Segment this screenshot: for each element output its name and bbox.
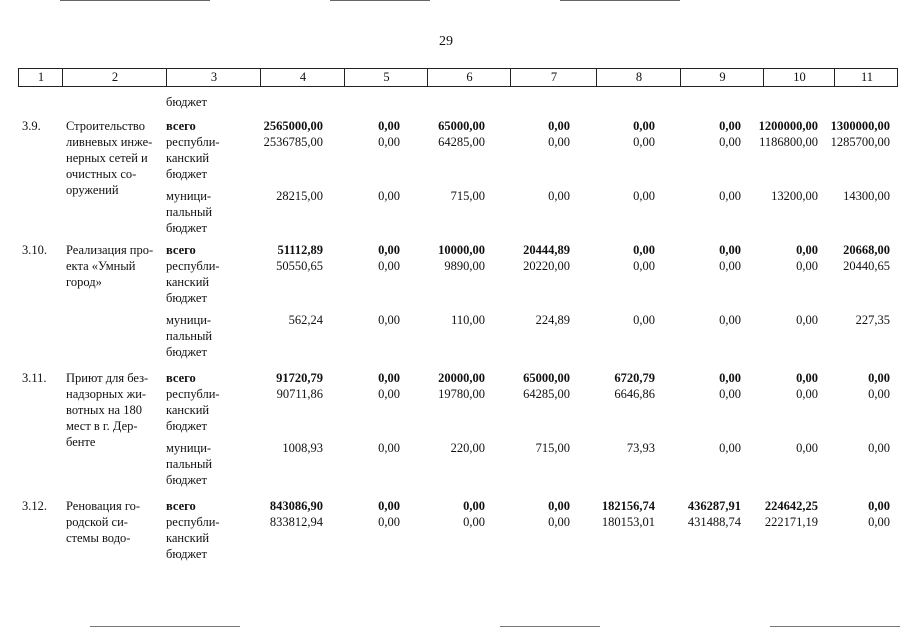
header-cell-9: 9 — [680, 69, 764, 86]
header-cell-7: 7 — [510, 69, 597, 86]
value-cell: 0,00 — [796, 387, 818, 401]
value-cell: 224642,25 — [764, 499, 818, 513]
funding-source: бюджет — [166, 221, 207, 235]
value-cell: 0,00 — [633, 119, 655, 133]
value-cell: 180153,01 — [601, 515, 655, 529]
value-cell: 65000,00 — [523, 371, 570, 385]
value-cell: 0,00 — [548, 499, 570, 513]
value-cell: 431488,74 — [687, 515, 741, 529]
header-cell-8: 8 — [596, 69, 681, 86]
value-cell: 833812,94 — [269, 515, 323, 529]
value-cell: 0,00 — [378, 515, 400, 529]
header-cell-11: 11 — [834, 69, 899, 86]
value-cell: 0,00 — [633, 313, 655, 327]
value-cell: 0,00 — [548, 119, 570, 133]
funding-source: республи- — [166, 259, 220, 273]
item-name-line: бенте — [66, 435, 96, 449]
funding-source: пальный — [166, 457, 213, 471]
funding-source: муници- — [166, 313, 212, 327]
value-cell: 0,00 — [719, 189, 741, 203]
funding-source: всего — [166, 499, 196, 513]
value-cell: 0,00 — [378, 259, 400, 273]
value-cell: 0,00 — [548, 515, 570, 529]
value-cell: 73,93 — [626, 441, 655, 455]
value-cell: 0,00 — [868, 371, 890, 385]
scan-edge-mark — [500, 626, 600, 627]
value-cell: 1300000,00 — [830, 119, 890, 133]
funding-source: канский — [166, 403, 210, 417]
item-name-line: Реновация го- — [66, 499, 141, 513]
value-cell: 182156,74 — [601, 499, 655, 513]
value-cell: 0,00 — [719, 243, 741, 257]
value-cell: 0,00 — [719, 119, 741, 133]
item-name-line: родской си- — [66, 515, 128, 529]
value-cell: 0,00 — [548, 189, 570, 203]
item-name-line: мест в г. Дер- — [66, 419, 138, 433]
value-cell: 222171,19 — [764, 515, 818, 529]
value-cell: 0,00 — [378, 371, 400, 385]
value-cell: 0,00 — [719, 441, 741, 455]
value-cell: 0,00 — [378, 499, 400, 513]
funding-source: всего — [166, 371, 196, 385]
header-cell-6: 6 — [427, 69, 511, 86]
value-cell: 13200,00 — [771, 189, 818, 203]
value-cell: 0,00 — [463, 515, 485, 529]
page-number: 29 — [439, 34, 453, 49]
value-cell: 90711,86 — [276, 387, 323, 401]
value-cell: 0,00 — [796, 371, 818, 385]
value-cell: 0,00 — [868, 499, 890, 513]
value-cell: 10000,00 — [438, 243, 485, 257]
value-cell: 0,00 — [868, 441, 890, 455]
value-cell: 0,00 — [868, 515, 890, 529]
funding-source: республи- — [166, 515, 220, 529]
value-cell: 0,00 — [463, 499, 485, 513]
item-name-line: Строительство — [66, 119, 146, 133]
value-cell: 0,00 — [796, 259, 818, 273]
item-name-line: екта «Умный — [66, 259, 136, 273]
funding-source: бюджет — [166, 345, 207, 359]
funding-source: пальный — [166, 329, 213, 343]
item-name-line: оружений — [66, 183, 119, 197]
value-cell: 0,00 — [548, 135, 570, 149]
header-cell-5: 5 — [344, 69, 428, 86]
value-cell: 64285,00 — [438, 135, 485, 149]
funding-source: республи- — [166, 135, 220, 149]
value-cell: 2536785,00 — [263, 135, 323, 149]
value-cell: 0,00 — [796, 441, 818, 455]
value-cell: 19780,00 — [438, 387, 485, 401]
funding-source: канский — [166, 531, 210, 545]
value-cell: 0,00 — [633, 259, 655, 273]
funding-source: муници- — [166, 189, 212, 203]
item-name-line: надзорных жи- — [66, 387, 147, 401]
row-number: 3.12. — [22, 499, 47, 513]
item-name-line: Приют для без- — [66, 371, 149, 385]
value-cell: 0,00 — [633, 189, 655, 203]
item-name-line: нерных сетей и — [66, 151, 148, 165]
funding-source: республи- — [166, 387, 220, 401]
value-cell: 20440,65 — [843, 259, 890, 273]
value-cell: 0,00 — [868, 387, 890, 401]
item-name-line: вотных на 180 — [66, 403, 142, 417]
value-cell: 0,00 — [378, 243, 400, 257]
value-cell: 50550,65 — [276, 259, 323, 273]
value-cell: 6720,79 — [614, 371, 655, 385]
scan-edge-mark — [90, 626, 240, 627]
funding-source: канский — [166, 275, 210, 289]
scan-edge-mark — [560, 0, 680, 1]
scan-edge-mark — [770, 626, 900, 627]
funding-source: пальный — [166, 205, 213, 219]
value-cell: 1200000,00 — [758, 119, 818, 133]
value-cell: 220,00 — [450, 441, 485, 455]
item-name-line: Реализация про- — [66, 243, 154, 257]
header-cell-1: 1 — [18, 69, 63, 86]
value-cell: 0,00 — [796, 313, 818, 327]
value-cell: 715,00 — [535, 441, 570, 455]
item-name-line: ливневых инже- — [66, 135, 153, 149]
row-number: 3.11. — [22, 371, 47, 385]
row-number: 3.9. — [22, 119, 41, 133]
value-cell: 20220,00 — [523, 259, 570, 273]
value-cell: 562,24 — [288, 313, 323, 327]
value-cell: 91720,79 — [276, 371, 323, 385]
header-cell-3: 3 — [166, 69, 261, 86]
value-cell: 9890,00 — [444, 259, 485, 273]
funding-source: бюджет — [166, 167, 207, 181]
value-cell: 0,00 — [719, 259, 741, 273]
value-cell: 0,00 — [633, 243, 655, 257]
value-cell: 20000,00 — [438, 371, 485, 385]
value-cell: 0,00 — [378, 441, 400, 455]
value-cell: 0,00 — [719, 387, 741, 401]
header-cell-10: 10 — [763, 69, 835, 86]
funding-source: канский — [166, 151, 210, 165]
value-cell: 0,00 — [378, 387, 400, 401]
item-name-line: очистных со- — [66, 167, 137, 181]
value-cell: 2565000,00 — [263, 119, 323, 133]
funding-source: бюджет — [166, 473, 207, 487]
value-cell: 28215,00 — [276, 189, 323, 203]
value-cell: 51112,89 — [277, 243, 323, 257]
funding-source: бюджет — [166, 419, 207, 433]
funding-source: муници- — [166, 441, 212, 455]
value-cell: 0,00 — [378, 189, 400, 203]
value-cell: 14300,00 — [843, 189, 890, 203]
value-cell: 0,00 — [719, 135, 741, 149]
funding-source: всего — [166, 243, 196, 257]
value-cell: 1285700,00 — [830, 135, 890, 149]
value-cell: 110,00 — [451, 313, 485, 327]
funding-source: всего — [166, 119, 196, 133]
value-cell: 715,00 — [450, 189, 485, 203]
row-number: 3.10. — [22, 243, 47, 257]
value-cell: 843086,90 — [269, 499, 323, 513]
value-cell: 227,35 — [855, 313, 890, 327]
funding-source: бюджет — [166, 547, 207, 561]
value-cell: 1186800,00 — [759, 135, 818, 149]
scan-edge-mark — [60, 0, 210, 1]
funding-source: бюджет — [166, 291, 207, 305]
value-cell: 6646,86 — [614, 387, 655, 401]
value-cell: 0,00 — [378, 313, 400, 327]
value-cell: 224,89 — [535, 313, 570, 327]
value-cell: 65000,00 — [438, 119, 485, 133]
header-cell-2: 2 — [62, 69, 167, 86]
value-cell: 1008,93 — [282, 441, 323, 455]
value-cell: 0,00 — [719, 313, 741, 327]
scan-edge-mark — [330, 0, 430, 1]
value-cell: 0,00 — [719, 371, 741, 385]
value-cell: 20444,89 — [523, 243, 570, 257]
value-cell: 64285,00 — [523, 387, 570, 401]
value-cell: 436287,91 — [687, 499, 741, 513]
carry-over-text: бюджет — [166, 95, 207, 109]
value-cell: 0,00 — [378, 135, 400, 149]
item-name-line: стемы водо- — [66, 531, 131, 545]
table-header — [18, 68, 898, 87]
item-name-line: город» — [66, 275, 102, 289]
value-cell: 20668,00 — [843, 243, 890, 257]
header-cell-4: 4 — [260, 69, 345, 86]
value-cell: 0,00 — [378, 119, 400, 133]
value-cell: 0,00 — [796, 243, 818, 257]
value-cell: 0,00 — [633, 135, 655, 149]
